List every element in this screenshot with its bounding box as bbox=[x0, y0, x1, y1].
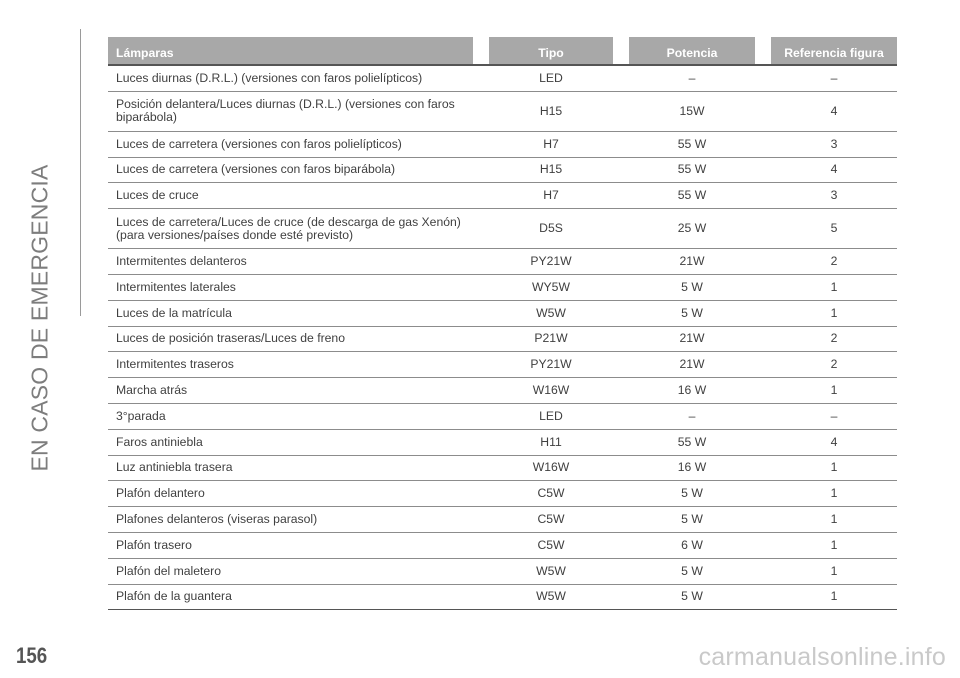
column-gap bbox=[473, 209, 489, 249]
figure-reference-cell: 1 bbox=[771, 585, 897, 611]
column-gap bbox=[755, 249, 771, 275]
page-number: 156 bbox=[16, 643, 48, 668]
lamp-type-cell: H15 bbox=[489, 92, 613, 132]
table-row bbox=[108, 92, 897, 132]
column-gap bbox=[755, 66, 771, 92]
lamp-power-cell: 21W bbox=[629, 352, 755, 378]
column-gap bbox=[473, 404, 489, 430]
column-gap bbox=[613, 183, 629, 209]
lamp-power-cell: – bbox=[629, 404, 755, 430]
lamp-name-cell: Luces de carretera (versiones con faros polielípticos) bbox=[108, 132, 473, 158]
section-title-text: EN CASO DE EMERGENCIA bbox=[26, 164, 53, 472]
column-gap bbox=[755, 183, 771, 209]
column-gap bbox=[473, 66, 489, 92]
figure-reference-cell: 3 bbox=[771, 132, 897, 158]
lamp-type-cell: H15 bbox=[489, 158, 613, 184]
lamp-power-cell: 5 W bbox=[629, 275, 755, 301]
column-gap bbox=[755, 430, 771, 456]
column-gap bbox=[473, 275, 489, 301]
column-gap bbox=[473, 301, 489, 327]
lamp-type-cell: PY21W bbox=[489, 249, 613, 275]
lamp-type-cell: H7 bbox=[489, 132, 613, 158]
column-gap bbox=[473, 481, 489, 507]
section-divider bbox=[80, 29, 81, 316]
figure-reference-cell: 1 bbox=[771, 481, 897, 507]
column-gap bbox=[613, 132, 629, 158]
column-gap bbox=[613, 92, 629, 132]
lamp-name-cell: Faros antiniebla bbox=[108, 430, 473, 456]
figure-reference-cell: 4 bbox=[771, 430, 897, 456]
lamp-power-cell: 5 W bbox=[629, 507, 755, 533]
column-gap bbox=[755, 533, 771, 559]
column-gap bbox=[613, 209, 629, 249]
column-gap bbox=[613, 559, 629, 585]
column-gap bbox=[755, 301, 771, 327]
lamp-type-cell: C5W bbox=[489, 481, 613, 507]
column-gap bbox=[473, 92, 489, 132]
lamp-power-cell: 55 W bbox=[629, 132, 755, 158]
lamp-type-cell: H11 bbox=[489, 430, 613, 456]
figure-reference-cell: 2 bbox=[771, 249, 897, 275]
lamp-name-cell: Luces de carretera/Luces de cruce (de descarga de gas Xenón) (para versiones/países donde esté previsto) bbox=[108, 209, 473, 249]
lamp-type-cell: LED bbox=[489, 404, 613, 430]
header-gap bbox=[613, 37, 629, 66]
lamp-name-cell: Luces diurnas (D.R.L.) (versiones con faros polielípticos) bbox=[108, 66, 473, 92]
column-gap bbox=[613, 585, 629, 611]
lamp-name-cell: Intermitentes traseros bbox=[108, 352, 473, 378]
header-gap bbox=[473, 37, 489, 66]
table-row bbox=[108, 456, 897, 482]
column-gap bbox=[613, 404, 629, 430]
column-gap bbox=[473, 507, 489, 533]
lamp-name-cell: Luces de la matrícula bbox=[108, 301, 473, 327]
column-gap bbox=[473, 559, 489, 585]
lamp-name-cell: Plafón delantero bbox=[108, 481, 473, 507]
table-row bbox=[108, 327, 897, 353]
figure-reference-cell: 5 bbox=[771, 209, 897, 249]
lamp-power-cell: 5 W bbox=[629, 559, 755, 585]
table-row bbox=[108, 249, 897, 275]
lamp-type-cell: W5W bbox=[489, 585, 613, 611]
lamp-type-cell: C5W bbox=[489, 507, 613, 533]
column-gap bbox=[613, 158, 629, 184]
lamp-power-cell: 16 W bbox=[629, 378, 755, 404]
figure-reference-cell: 1 bbox=[771, 507, 897, 533]
column-gap bbox=[755, 404, 771, 430]
lamp-name-cell: Plafones delanteros (viseras parasol) bbox=[108, 507, 473, 533]
lamp-type-cell: W16W bbox=[489, 456, 613, 482]
column-gap bbox=[755, 481, 771, 507]
table-row bbox=[108, 301, 897, 327]
column-gap bbox=[755, 352, 771, 378]
header-gap bbox=[755, 37, 771, 66]
figure-reference-cell: 3 bbox=[771, 183, 897, 209]
table-row bbox=[108, 507, 897, 533]
column-gap bbox=[613, 327, 629, 353]
table-row bbox=[108, 559, 897, 585]
column-gap bbox=[613, 481, 629, 507]
lamp-name-cell: Luces de posición traseras/Luces de freno bbox=[108, 327, 473, 353]
column-gap bbox=[755, 209, 771, 249]
column-gap bbox=[473, 533, 489, 559]
lamp-name-cell: Intermitentes laterales bbox=[108, 275, 473, 301]
table-row bbox=[108, 585, 897, 611]
lamp-power-cell: 5 W bbox=[629, 301, 755, 327]
header-lamps: Lámparas bbox=[108, 37, 473, 66]
lamp-type-cell: LED bbox=[489, 66, 613, 92]
column-gap bbox=[613, 533, 629, 559]
lamp-name-cell: Luces de cruce bbox=[108, 183, 473, 209]
column-gap bbox=[473, 378, 489, 404]
lamp-power-cell: 55 W bbox=[629, 183, 755, 209]
figure-reference-cell: 2 bbox=[771, 352, 897, 378]
lamp-type-cell: P21W bbox=[489, 327, 613, 353]
figure-reference-cell: – bbox=[771, 404, 897, 430]
figure-reference-cell: 1 bbox=[771, 559, 897, 585]
lamp-name-cell: Luces de carretera (versiones con faros biparábola) bbox=[108, 158, 473, 184]
column-gap bbox=[473, 585, 489, 611]
lamp-power-cell: 16 W bbox=[629, 456, 755, 482]
table-row bbox=[108, 275, 897, 301]
figure-reference-cell: 4 bbox=[771, 158, 897, 184]
column-gap bbox=[755, 327, 771, 353]
column-gap bbox=[473, 327, 489, 353]
table-row bbox=[108, 66, 897, 92]
header-figure-reference: Referencia figura bbox=[771, 37, 897, 66]
table-row bbox=[108, 404, 897, 430]
lamp-name-cell: Intermitentes delanteros bbox=[108, 249, 473, 275]
table-row bbox=[108, 533, 897, 559]
header-type: Tipo bbox=[489, 37, 613, 66]
watermark: carmanualsonline.info bbox=[698, 643, 946, 671]
column-gap bbox=[755, 456, 771, 482]
column-gap bbox=[755, 585, 771, 611]
column-gap bbox=[755, 132, 771, 158]
lamp-power-cell: 6 W bbox=[629, 533, 755, 559]
column-gap bbox=[473, 249, 489, 275]
column-gap bbox=[755, 158, 771, 184]
table-header-row bbox=[108, 37, 897, 66]
figure-reference-cell: 1 bbox=[771, 301, 897, 327]
column-gap bbox=[613, 352, 629, 378]
figure-reference-cell: 1 bbox=[771, 378, 897, 404]
lamp-power-cell: 55 W bbox=[629, 158, 755, 184]
column-gap bbox=[613, 275, 629, 301]
column-gap bbox=[613, 249, 629, 275]
lamp-type-cell: PY21W bbox=[489, 352, 613, 378]
figure-reference-cell: 4 bbox=[771, 92, 897, 132]
lamp-power-cell: 25 W bbox=[629, 209, 755, 249]
figure-reference-cell: 1 bbox=[771, 275, 897, 301]
table-row bbox=[108, 352, 897, 378]
figure-reference-cell: 1 bbox=[771, 533, 897, 559]
column-gap bbox=[613, 378, 629, 404]
column-gap bbox=[473, 430, 489, 456]
column-gap bbox=[755, 92, 771, 132]
lamp-power-cell: 15W bbox=[629, 92, 755, 132]
lamp-name-cell: Posición delantera/Luces diurnas (D.R.L.) (versiones con faros biparábola) bbox=[108, 92, 473, 132]
lamp-type-cell: C5W bbox=[489, 533, 613, 559]
column-gap bbox=[613, 66, 629, 92]
table-row bbox=[108, 430, 897, 456]
lamp-name-cell: Plafón trasero bbox=[108, 533, 473, 559]
column-gap bbox=[473, 183, 489, 209]
column-gap bbox=[613, 456, 629, 482]
lamp-power-cell: 21W bbox=[629, 327, 755, 353]
figure-reference-cell: 1 bbox=[771, 456, 897, 482]
column-gap bbox=[755, 275, 771, 301]
lamp-type-cell: WY5W bbox=[489, 275, 613, 301]
lamp-type-cell: D5S bbox=[489, 209, 613, 249]
lamp-power-cell: 55 W bbox=[629, 430, 755, 456]
column-gap bbox=[613, 507, 629, 533]
lamp-type-cell: H7 bbox=[489, 183, 613, 209]
lamp-name-cell: Marcha atrás bbox=[108, 378, 473, 404]
table-row bbox=[108, 183, 897, 209]
table-row bbox=[108, 481, 897, 507]
lamp-type-cell: W5W bbox=[489, 559, 613, 585]
lamp-type-cell: W16W bbox=[489, 378, 613, 404]
column-gap bbox=[755, 559, 771, 585]
lamp-table bbox=[108, 37, 897, 610]
column-gap bbox=[755, 507, 771, 533]
column-gap bbox=[755, 378, 771, 404]
table-row bbox=[108, 158, 897, 184]
column-gap bbox=[613, 430, 629, 456]
table-row bbox=[108, 132, 897, 158]
column-gap bbox=[473, 132, 489, 158]
column-gap bbox=[473, 456, 489, 482]
column-gap bbox=[473, 158, 489, 184]
column-gap bbox=[473, 352, 489, 378]
lamp-type-cell: W5W bbox=[489, 301, 613, 327]
lamp-name-cell: Plafón de la guantera bbox=[108, 585, 473, 611]
lamp-power-cell: – bbox=[629, 66, 755, 92]
lamp-power-cell: 5 W bbox=[629, 585, 755, 611]
lamp-power-cell: 21W bbox=[629, 249, 755, 275]
lamp-name-cell: Plafón del maletero bbox=[108, 559, 473, 585]
figure-reference-cell: – bbox=[771, 66, 897, 92]
table-row bbox=[108, 209, 897, 249]
lamp-power-cell: 5 W bbox=[629, 481, 755, 507]
header-power: Potencia bbox=[629, 37, 755, 66]
column-gap bbox=[613, 301, 629, 327]
table-row bbox=[108, 378, 897, 404]
lamp-name-cell: Luz antiniebla trasera bbox=[108, 456, 473, 482]
figure-reference-cell: 2 bbox=[771, 327, 897, 353]
lamp-name-cell: 3°parada bbox=[108, 404, 473, 430]
